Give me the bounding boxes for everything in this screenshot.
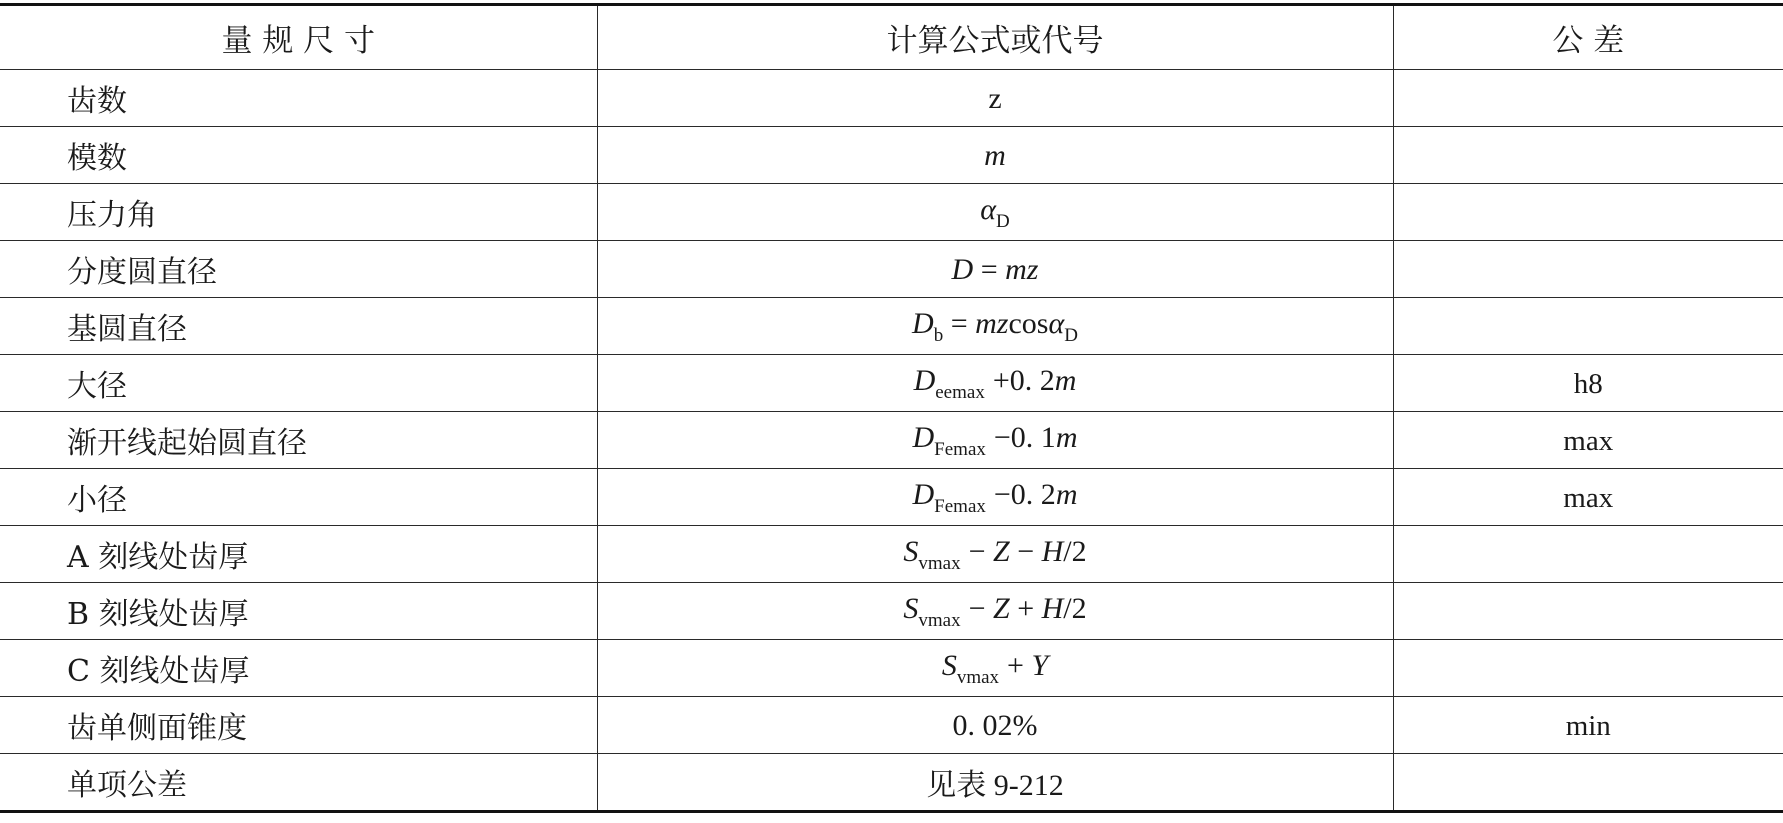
row-formula: $S_{vmax} - Z + H/2$	[597, 583, 1393, 640]
table-row	[0, 355, 1783, 412]
row-formula: $D_{Femax} -0$. 2m	[597, 469, 1393, 526]
row-tolerance	[1393, 583, 1783, 640]
row-formula: $D_b = mzcos\alpha_D$	[597, 298, 1393, 355]
row-formula: 见表 9-212	[597, 754, 1393, 812]
row-name: 渐开线起始圆直径	[0, 412, 597, 469]
row-tolerance: max	[1393, 412, 1783, 469]
table-row	[0, 241, 1783, 298]
row-formula: $\alpha_D$	[597, 184, 1393, 241]
row-tolerance	[1393, 241, 1783, 298]
row-tolerance: min	[1393, 697, 1783, 754]
row-name: A 刻线处齿厚	[0, 526, 597, 583]
row-name: 齿单侧面锥度	[0, 697, 597, 754]
row-formula: z	[597, 70, 1393, 127]
table-row	[0, 697, 1783, 754]
row-name: 小径	[0, 469, 597, 526]
row-tolerance	[1393, 70, 1783, 127]
row-tolerance: max	[1393, 469, 1783, 526]
row-tolerance	[1393, 127, 1783, 184]
table-row	[0, 298, 1783, 355]
row-formula: m	[597, 127, 1393, 184]
row-name: 分度圆直径	[0, 241, 597, 298]
table-row	[0, 583, 1783, 640]
row-name: 单项公差	[0, 754, 597, 812]
row-tolerance	[1393, 298, 1783, 355]
row-tolerance	[1393, 754, 1783, 812]
row-formula: $S_{vmax} + Y$	[597, 640, 1393, 697]
table-row	[0, 70, 1783, 127]
table-row	[0, 127, 1783, 184]
row-name: 基圆直径	[0, 298, 597, 355]
row-tolerance	[1393, 526, 1783, 583]
row-formula: $D_{eemax} +0$. 2m	[597, 355, 1393, 412]
row-tolerance	[1393, 640, 1783, 697]
table-header-row	[0, 5, 1783, 70]
header-gauge-size: 量 规 尺 寸	[0, 5, 597, 70]
row-formula: D = mz	[597, 241, 1393, 298]
row-name: 模数	[0, 127, 597, 184]
row-name: C 刻线处齿厚	[0, 640, 597, 697]
row-tolerance: h8	[1393, 355, 1783, 412]
gauge-dimension-table	[0, 3, 1783, 813]
row-tolerance	[1393, 184, 1783, 241]
row-name: 大径	[0, 355, 597, 412]
table-row	[0, 526, 1783, 583]
table-row	[0, 412, 1783, 469]
row-formula: $S_{vmax} - Z - H/2$	[597, 526, 1393, 583]
row-name: 齿数	[0, 70, 597, 127]
row-formula: $D_{Femax} -0$. 1m	[597, 412, 1393, 469]
row-name: B 刻线处齿厚	[0, 583, 597, 640]
header-tolerance: 公 差	[1393, 5, 1783, 70]
table-row	[0, 640, 1783, 697]
row-name: 压力角	[0, 184, 597, 241]
table-row	[0, 754, 1783, 812]
header-formula: 计算公式或代号	[597, 5, 1393, 70]
table-row	[0, 184, 1783, 241]
row-formula: 0. 02%	[597, 697, 1393, 754]
table-row	[0, 469, 1783, 526]
